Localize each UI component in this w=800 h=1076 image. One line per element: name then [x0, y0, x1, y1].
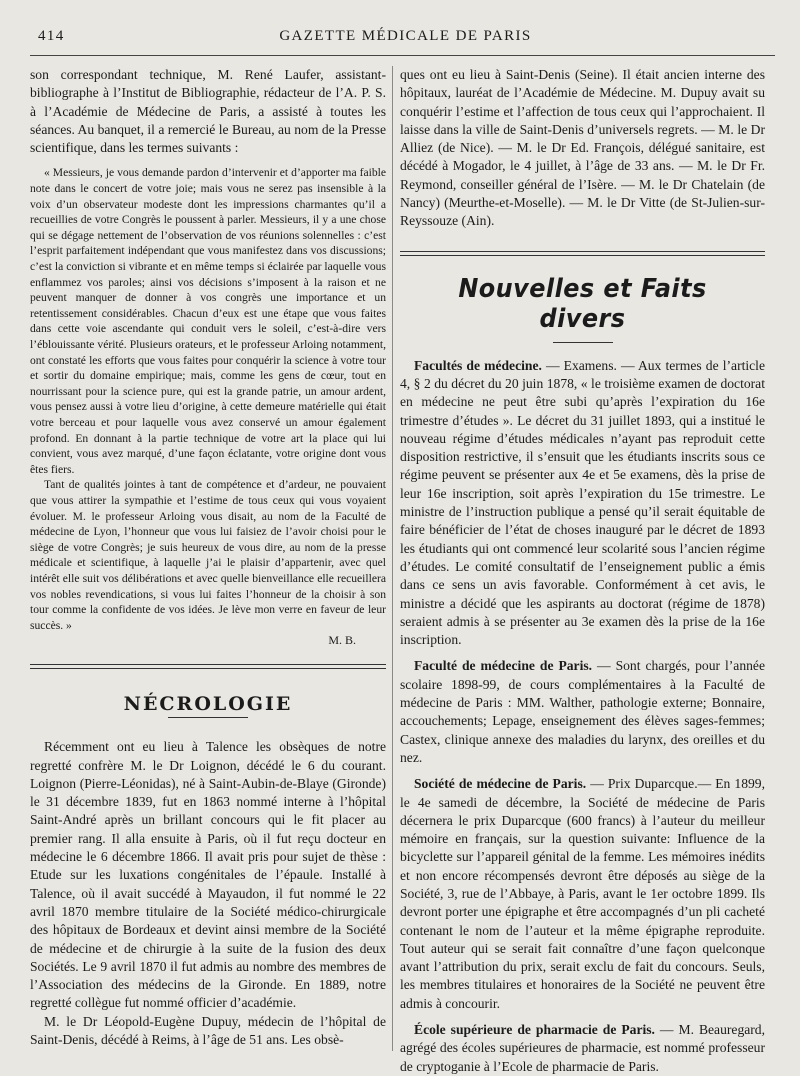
speech-quote-paragraph: Tant de qualités jointes à tant de compétence et d’ardeur, ne pouvaient que vous attirer la sympathie et l’estime de tous ceux qui vous voyaient évoluer. M. le professeur Arloing vous disait, au nom de la Faculté de médecine de Lyon, l’honneur que vous lui faisiez de l’avoir choisi pour le siège de votre Congrès; je suis heureux de vous dire, au nom de la presse médicale et scientifique, à laquelle j’ai le plaisir d’appartenir, avec quel intérêt elle suit vos délibérations et avec quelle bienveillance elle recueillera vos nobles revendications, si vous lui faites l’honneur de la choisir à son tour comme la confidente de vos idées. Je lève mon verre en faveur de leur succès. » — [30, 478, 386, 632]
news-item-faculte-paris — [400, 657, 765, 767]
title-underline — [553, 342, 613, 343]
news-item-facultes — [400, 357, 765, 650]
obituary-paragraph: M. le Dr Léopold-Eugène Dupuy, médecin de l’hôpital de Saint-Denis, décédé à Reims, à l’âge de 51 ans. Les obsè- — [30, 1013, 386, 1048]
journal-title: GAZETTE MÉDICALE DE PARIS — [279, 28, 532, 44]
left-column — [30, 66, 386, 1049]
news-text: — Sont chargés, pour l’année scolaire 1898-99, de cours complémentaires à la Faculté de médecine de Paris : MM. Walther, pathologie externe; Bonnaire, accouchements; Lepage, enseignement des élèves sages-femmes; Castex, clinique annexe des maladies du larynx, des oreilles et du nez. — [400, 658, 765, 765]
section-double-rule — [30, 664, 386, 669]
news-heading: Facultés de médecine. — [414, 357, 542, 373]
news-heading: Faculté de médecine de Paris. — [414, 658, 593, 674]
title-underline — [168, 717, 248, 718]
section-double-rule — [400, 251, 765, 256]
speech-quote-paragraph: « Messieurs, je vous demande pardon d’intervenir et d’apporter ma faible note dans le concert de votre joie; mais vous ne serez pas insensible à la voix d’un observateur modeste dont les impressions charmantes qu’il a recueillies de votre Congrès le poussent à parler. Messieurs, il y a une chose qui se dégage nettement de l’observation de vos réunions solennelles : c’est l’esprit parfaitement indépendant que vous manifestez dans vos discussions; c’est la conviction si vibrante et en même temps si éclairée par laquelle vous enflammez vos paroles; ainsi vos décisions s’imposent à la raison et ne peuvent manquer de donner à vos congrès une importance et un retentissement considérables. Chacun d’eux est une étape que vous faites dans cette voie ascendante qui conduit vers le soleil, c’est-à-dire vers l’éblouissante vérité. Plusieurs orateurs, et le professeur Arloing notamment, ont constaté les efforts que vous faites pour conquérir la science à votre tour et sortir du domaine empirique; mais, comme les gens de cœur, tout en nourrissant pour la science pure, qui est la grande patrie, un amour ardent, vous pensez aussi à votre lieu d’origine, à cette demeure matérielle qui était votre berceau et pour laquelle vous avez conservé un amour également profond. En donnant à la partie technique de votre art la place qui lui convient, vous avez marqué, d’une façon éclatante, votre origine dont vous êtes fiers. — [30, 166, 386, 476]
news-text: — M. Beauregard, agrégé des écoles supérieures de pharmacie, est nommé professeur de cryptoganie à l’Ecole de pharmacie de Paris. — [400, 1022, 765, 1074]
news-item-ecole-pharmacie — [400, 1021, 765, 1076]
news-text: — Examens. — Aux termes de l’article 4, § 2 du décret du 20 juin 1878, « le troisième examen de doctorat en médecine ne peut être subi qu’après l’expiration du 16e trimestre d’études ». Le décret du 31 juillet 1893, qui a institué le nouveau régime d’études médicales n’ayant pas reproduit cette disposition restrictive, il s’ensuit que les étudiants inscrits sous ce régime peuvent se présenter aux 4e et 5e examens, dès la prise de leur 16e inscription, soit après l’expiration du 15e trimestre. Le ministre de l’instruction publique a pensé qu’il serait équitable de faire bénéficier de l’état de choses inauguré par le décret de 1893 les étudiants qui ont commencé leur scolarité sous l’ancien régime d’études. Le comité consultatif de l’enseignement public a émis dans ce sens un avis favorable. Conformément à cet avis, le ministre a décidé que les aspirants au doctorat (régime de 1878) seraient admis à se présenter au 3e examen dès la prise de la 16e inscription. — [400, 357, 765, 648]
news-heading: École supérieure de pharmacie de Paris. — [414, 1022, 655, 1038]
column-divider — [392, 66, 393, 1051]
section-title-nouvelles: Nouvelles et Faits divers — [458, 273, 707, 334]
page-header — [38, 26, 773, 50]
header-rule — [30, 55, 775, 56]
right-column — [400, 66, 765, 1076]
news-text: — Prix Duparcque.— En 1899, le 4e samedi de décembre, la Société de médecine de Paris décernera le prix Duparcque (600 francs) à l’auteur du meilleur mémoire en français, sur la question suivante: Influence de la bicyclette sur l’appareil génital de la femme. Les mémoires inédits et non encore récompensés devront être déposés au siège de la Société, 3, rue de l’Abbaye, à Paris, avant le 1er octobre 1899. Ils devront porter une épigraphe et être accompagnés d’un pli cacheté contenant le nom de l’auteur et la même épigraphe reproduite. Tout auteur qui se serait fait connaître d’une façon quelconque avant l’attribution du prix, serait exclu de fait du concours. Seuls, les membres titulaires et honoraires de la Société ne peuvent être admis à concourir. — [400, 776, 765, 1011]
news-item-societe-medecine — [400, 775, 765, 1013]
section-title-necrologie: NÉCROLOGIE — [123, 693, 293, 716]
signature: M. B. — [328, 633, 356, 648]
obituary-continuation: ques ont eu lieu à Saint-Denis (Seine). Il était ancien interne des hôpitaux, lauréat de l’Académie de Médecine. M. Dupuy avait su conquérir l’estime et l’affection de tous ceux qui l’approchaient. Il laisse dans la ville de Saint-Denis d’universels regrets. — M. le Dr Alliez (de Nice). — M. le Dr Ed. François, délégué sanitaire, est décédé à Mogador, le 4 juillet, à l’âge de 33 ans. — M. le Dr Fr. Reymond, conseiller général de l’Isère. — M. le Dr Chatelain (de Nancy) (Meurthe-et-Moselle). — M. le Dr Vitte (de St-Julien-sur-Reyssouze (Ain). — [400, 67, 765, 229]
page-number: 414 — [38, 28, 65, 44]
news-heading: Société de médecine de Paris. — [414, 776, 587, 792]
intro-paragraph: son correspondant technique, M. René Laufer, assistant-bibliographe à l’Institut de Bibliographie, rédacteur de l’A. P. S. à l’Académie de Médecine de Paris, a assisté à toutes les séances. Au banquet, il a remercié le Bureau, au nom de la Presse scientifique, dans les termes suivants : — [30, 67, 386, 156]
obituary-paragraph: Récemment ont eu lieu à Talence les obsèques de notre regretté confrère M. le Dr Loignon, décédé le 6 du courant. Loignon (Pierre-Léonidas), né à Saint-Aubin-de-Blaye (Gironde) le 31 décembre 1839, fut en 1863 nommé interne à l’hôpital Saint-André après un brillant concours qui le fit placer au premier rang. Il alla ensuite à Paris, où il fut reçu docteur en médecine le 6 décembre 1866. Il avait pris pour sujet de thèse : Etude sur les luxations congénitales de l’épaule. Installé à Talence, où il avait succédé à Mayaudon, il fut nommé le 22 avril 1870 membre titulaire de la Société médico-chirurgicale des hôpitaux de Bordeaux et devint ainsi membre de la Société de médecine et de chirurgie à la suite de la fusion des deux Sociétés. Le 9 avril 1870 il fut admis au nombre des membres de l’Association des médecins de la Gironde. En 1889, notre regretté collègue fut nommé officier d’académie. — [30, 739, 386, 1011]
